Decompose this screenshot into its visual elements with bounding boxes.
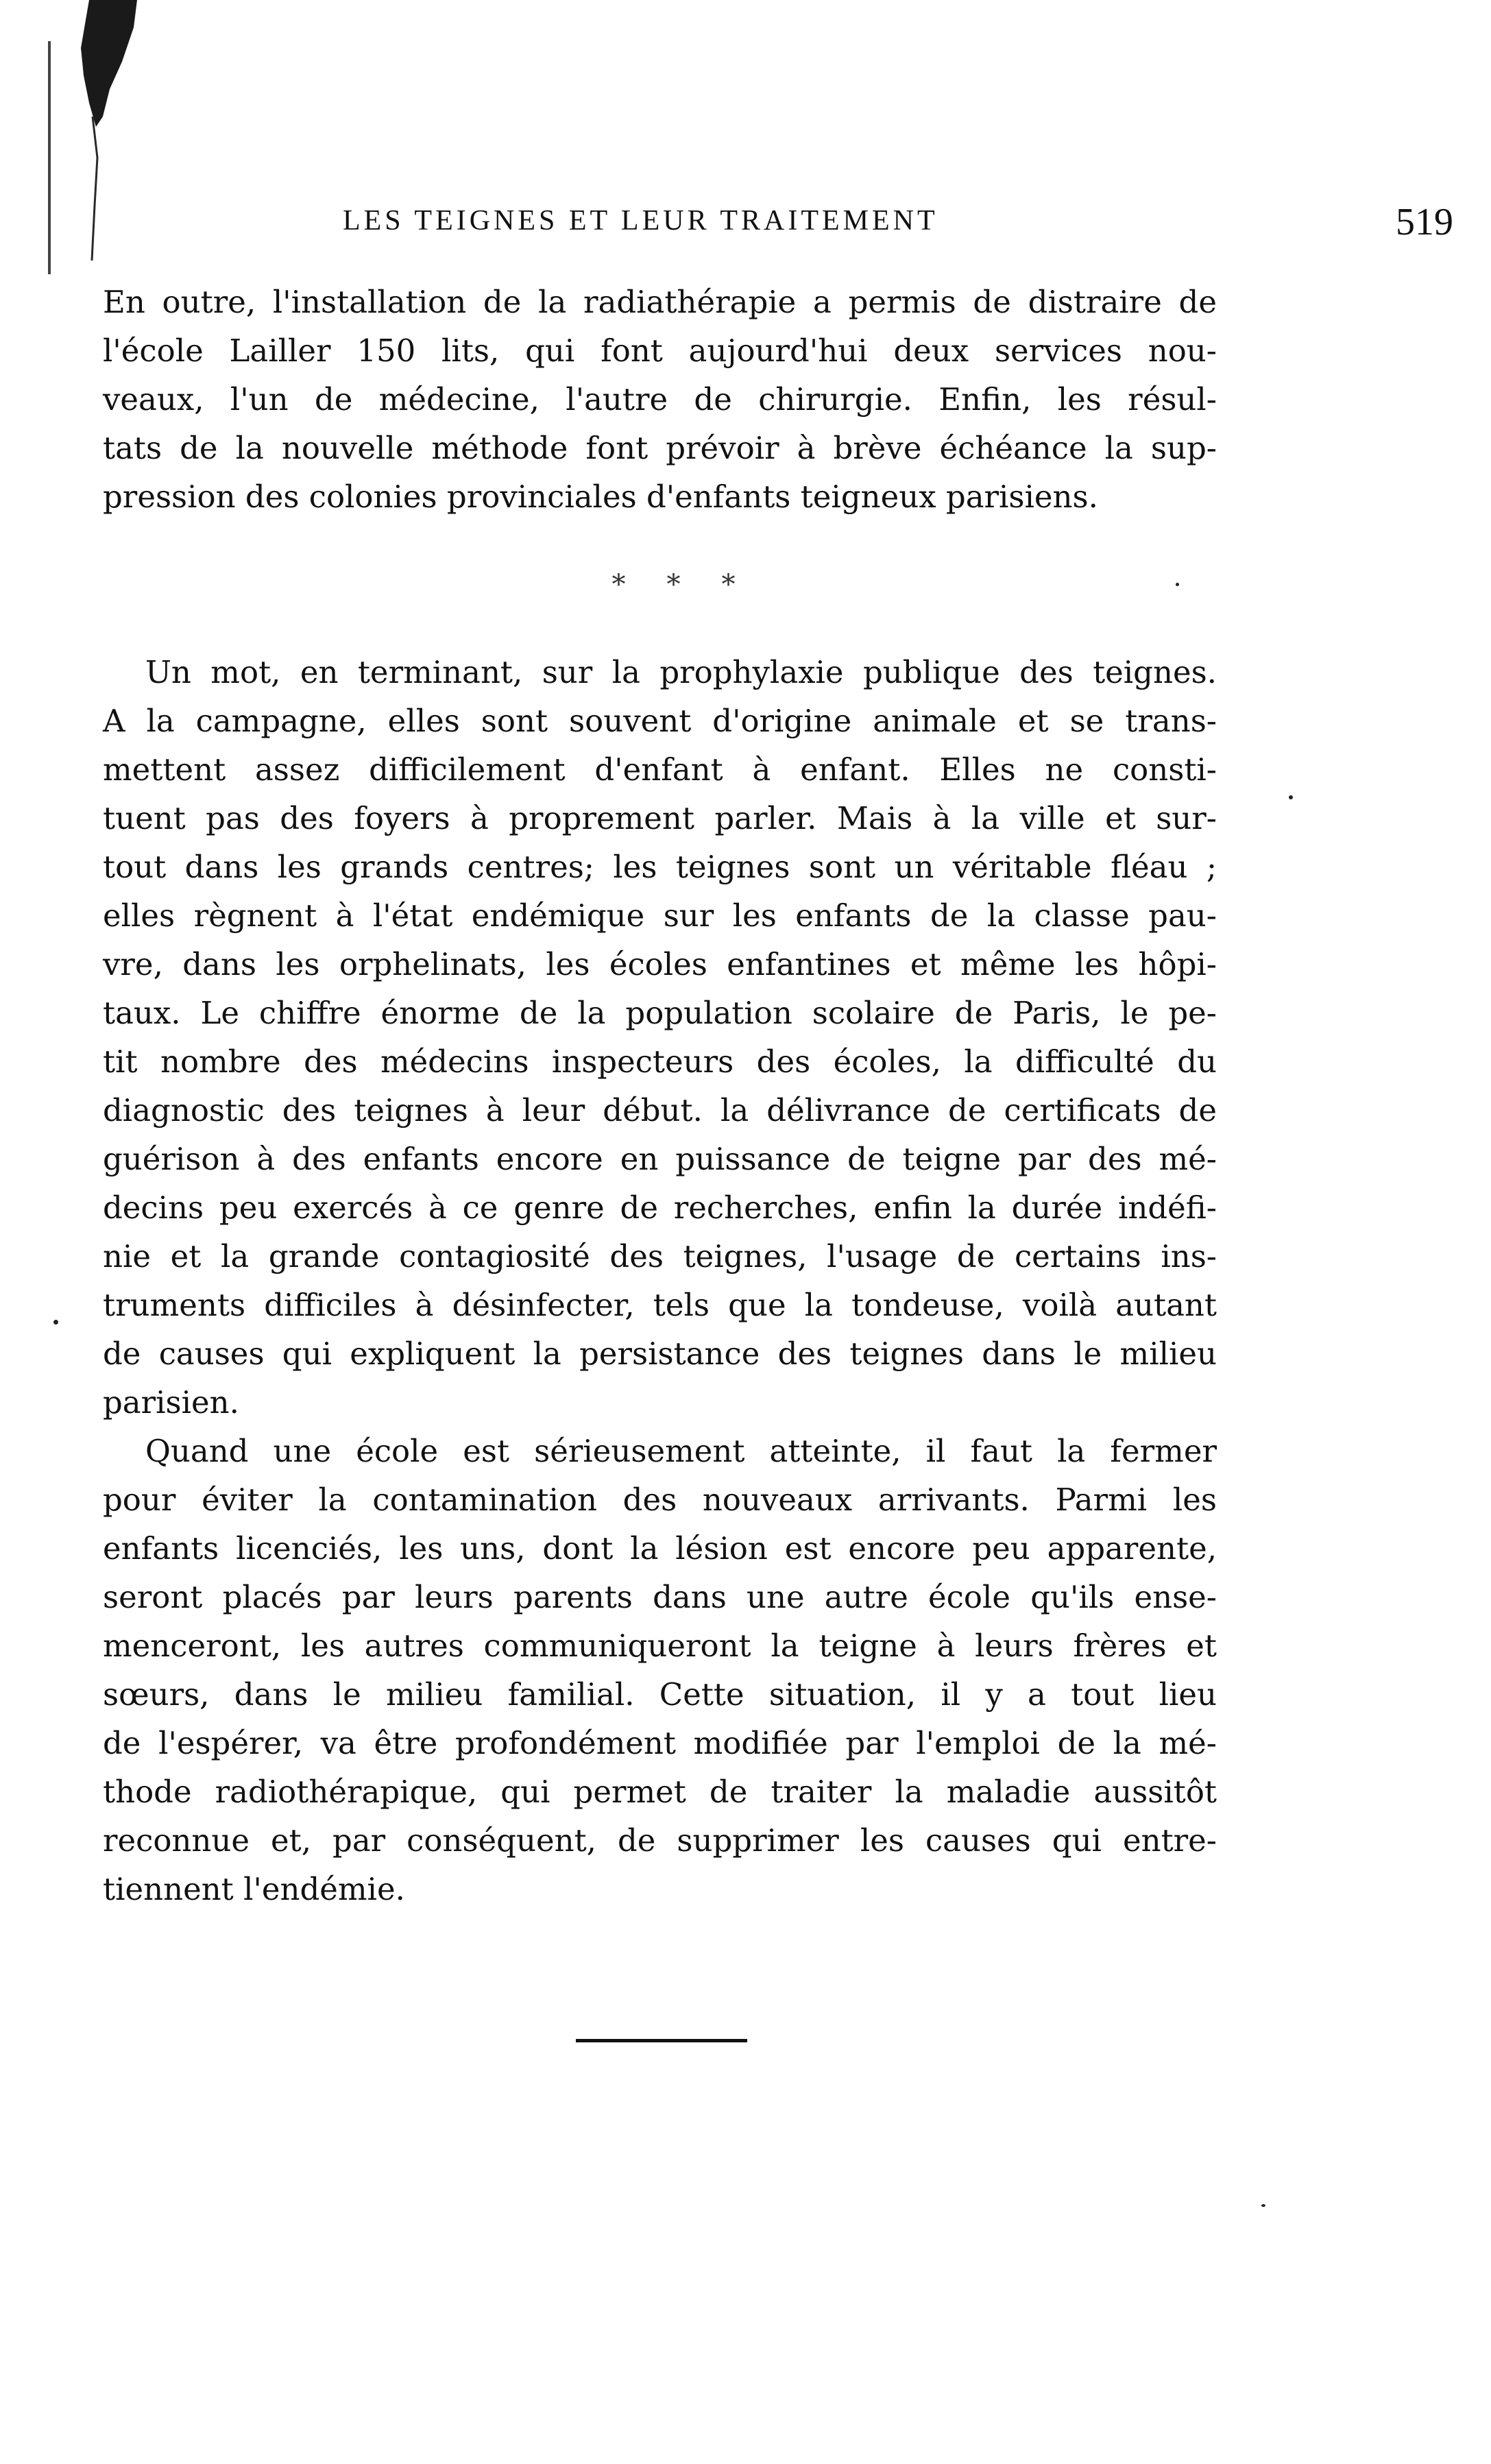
text-line: Quand une école est sérieusement atteinte, il faut la fermer bbox=[145, 1433, 1217, 1469]
scan-speck bbox=[1176, 583, 1179, 586]
body-text bbox=[103, 278, 1217, 1913]
text-line: tuent pas des foyers à proprement parler. Mais à la ville et sur- bbox=[103, 800, 1217, 836]
running-head bbox=[343, 201, 1453, 259]
text-line: nie et la grande contagiosité des teignes, l'usage de certains ins- bbox=[103, 1238, 1217, 1275]
text-line: En outre, l'installation de la radiathérapie a permis de distraire de bbox=[103, 284, 1217, 320]
paragraph-3 bbox=[103, 1427, 1217, 1913]
scan-speck bbox=[1289, 795, 1293, 799]
text-line: tiennent l'endémie. bbox=[103, 1871, 405, 1907]
end-rule bbox=[576, 2039, 747, 2042]
scan-speck bbox=[1261, 2204, 1265, 2207]
page-number: 519 bbox=[1396, 201, 1453, 243]
text-line: parisien. bbox=[103, 1384, 239, 1421]
text-line: truments difficiles à désinfecter, tels que la tondeuse, voilà autant bbox=[103, 1287, 1217, 1323]
text-line: l'école Lailler 150 lits, qui font aujourd'hui deux services nou- bbox=[103, 333, 1217, 369]
text-line: enfants licenciés, les uns, dont la lésion est encore peu apparente, bbox=[103, 1530, 1217, 1567]
text-line: diagnostic des teignes à leur début. la délivrance de certificats de bbox=[103, 1092, 1217, 1128]
text-line: pour éviter la contamination des nouveaux arrivants. Parmi les bbox=[103, 1482, 1217, 1518]
text-line: decins peu exercés à ce genre de recherches, enfin la durée indéfi- bbox=[103, 1189, 1217, 1226]
text-line: vre, dans les orphelinats, les écoles enfantines et même les hôpi- bbox=[103, 946, 1217, 982]
text-line: sœurs, dans le milieu familial. Cette situation, il y a tout lieu bbox=[103, 1676, 1217, 1713]
asterisk: * bbox=[666, 568, 681, 601]
text-line: taux. Le chiffre énorme de la population scolaire de Paris, le pe- bbox=[103, 995, 1217, 1031]
text-line: A la campagne, elles sont souvent d'origine animale et se trans- bbox=[103, 703, 1217, 739]
text-line: guérison à des enfants encore en puissance de teigne par des mé- bbox=[103, 1141, 1217, 1177]
asterism-separator bbox=[103, 521, 1217, 648]
text-line: veaux, l'un de médecine, l'autre de chirurgie. Enfin, les résul- bbox=[103, 381, 1217, 418]
scan-speck bbox=[53, 1320, 58, 1325]
text-line: reconnue et, par conséquent, de supprimer les causes qui entre- bbox=[103, 1822, 1217, 1859]
scan-edge-mark bbox=[41, 0, 137, 274]
text-line: de l'espérer, va être profondément modifiée par l'emploi de la mé- bbox=[103, 1725, 1217, 1761]
running-title: LES TEIGNES ET LEUR TRAITEMENT bbox=[343, 205, 938, 237]
paragraph-1 bbox=[103, 278, 1217, 521]
asterisk: * bbox=[611, 568, 626, 601]
text-line: pression des colonies provinciales d'enfants teigneux parisiens. bbox=[103, 479, 1098, 515]
text-line: thode radiothérapique, qui permet de traiter la maladie aussitôt bbox=[103, 1774, 1217, 1810]
text-line: mettent assez difficilement d'enfant à enfant. Elles ne consti- bbox=[103, 751, 1217, 788]
text-line: tit nombre des médecins inspecteurs des écoles, la difficulté du bbox=[103, 1043, 1217, 1080]
text-line: menceront, les autres communiqueront la teigne à leurs frères et bbox=[103, 1628, 1217, 1664]
paragraph-2 bbox=[103, 648, 1217, 1427]
text-line: tout dans les grands centres; les teignes sont un véritable fléau ; bbox=[103, 849, 1217, 885]
text-line: seront placés par leurs parents dans une autre école qu'ils ense- bbox=[103, 1579, 1217, 1615]
text-line: tats de la nouvelle méthode font prévoir à brève échéance la sup- bbox=[103, 430, 1217, 466]
text-line: elles règnent à l'état endémique sur les enfants de la classe pau- bbox=[103, 897, 1217, 934]
text-line: de causes qui expliquent la persistance des teignes dans le milieu bbox=[103, 1336, 1217, 1372]
text-line: Un mot, en terminant, sur la prophylaxie publique des teignes. bbox=[145, 654, 1217, 690]
asterisk: * bbox=[721, 568, 736, 601]
